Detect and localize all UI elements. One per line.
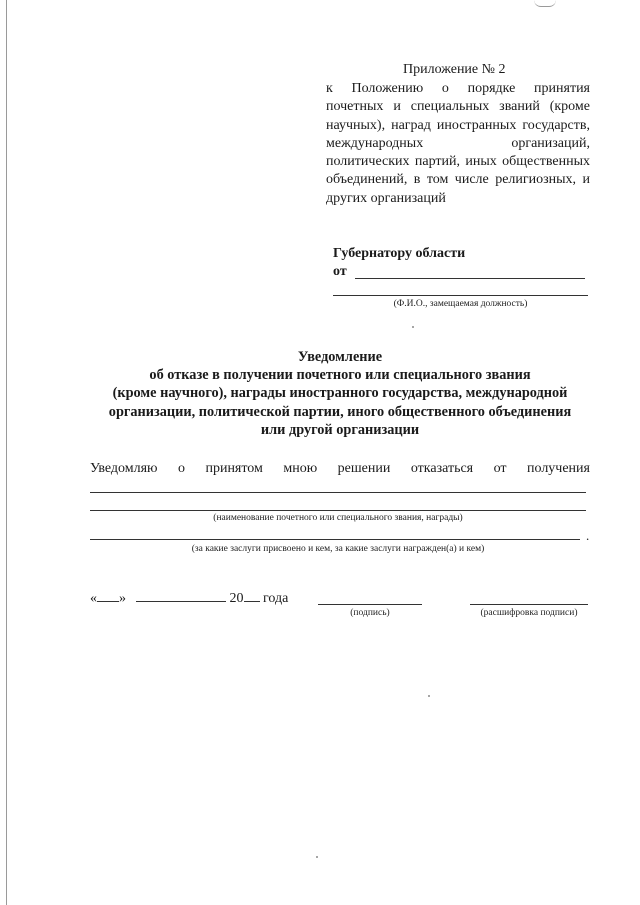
from-label: от (333, 264, 347, 279)
merit-caption: (за какие заслуги присвоено и кем, за какие заслуги награжден(а) и кем) (191, 544, 485, 554)
notice-subtitle-3: организации, политической партии, иного общественного объединения (108, 403, 572, 420)
year-prefix: 20 (229, 591, 244, 606)
date-close-quote: » (119, 591, 126, 606)
from-fill-line (355, 278, 585, 279)
date-open-quote: « (90, 591, 97, 606)
addressee-to: Губернатору области (333, 246, 466, 261)
scan-speck (316, 856, 318, 858)
scan-speck (412, 326, 414, 328)
fio-caption: (Ф.И.О., замещаемая должность) (393, 299, 528, 309)
award-fill-line-2 (90, 510, 586, 511)
fio-fill-line (333, 295, 588, 296)
addressee-from-row (333, 264, 585, 282)
decode-caption: (расшифровка подписи) (480, 608, 578, 618)
award-fill-line-1 (90, 492, 586, 493)
year-blank (244, 589, 260, 602)
appendix-text: к Положению о порядке принятия почетных и специальных званий (кроме научных), наград иностранных государств, международных организаций, политических партий, иных общественных объединений, в том числе религиозных, и других организаций (326, 81, 590, 206)
scan-speck (428, 695, 430, 697)
merit-fill-line (90, 539, 580, 540)
notice-subtitle-4: или другой организации (260, 421, 420, 438)
scan-left-edge (6, 0, 7, 905)
date-row (90, 589, 288, 607)
signature-line (318, 604, 422, 605)
year-suffix: года (263, 591, 289, 606)
signature-caption: (подпись) (350, 608, 390, 618)
merit-end-dot: . (586, 528, 590, 543)
decode-line (470, 604, 588, 605)
notice-title: Уведомление (297, 349, 383, 365)
scan-corner-mark (534, 0, 556, 7)
intro-sentence: Уведомляю о принятом мною решении отказаться от получения (90, 461, 590, 476)
appendix-title: Приложение № 2 (403, 62, 506, 77)
month-blank (136, 589, 226, 602)
award-caption: (наименование почетного или специального звания, награды) (213, 513, 463, 523)
notice-subtitle-1: об отказе в получении почетного или специального звания (149, 367, 531, 384)
notice-heading (60, 348, 620, 439)
day-blank (97, 589, 119, 602)
notice-subtitle-2: (кроме научного), награды иностранного государства, международной (112, 385, 568, 402)
